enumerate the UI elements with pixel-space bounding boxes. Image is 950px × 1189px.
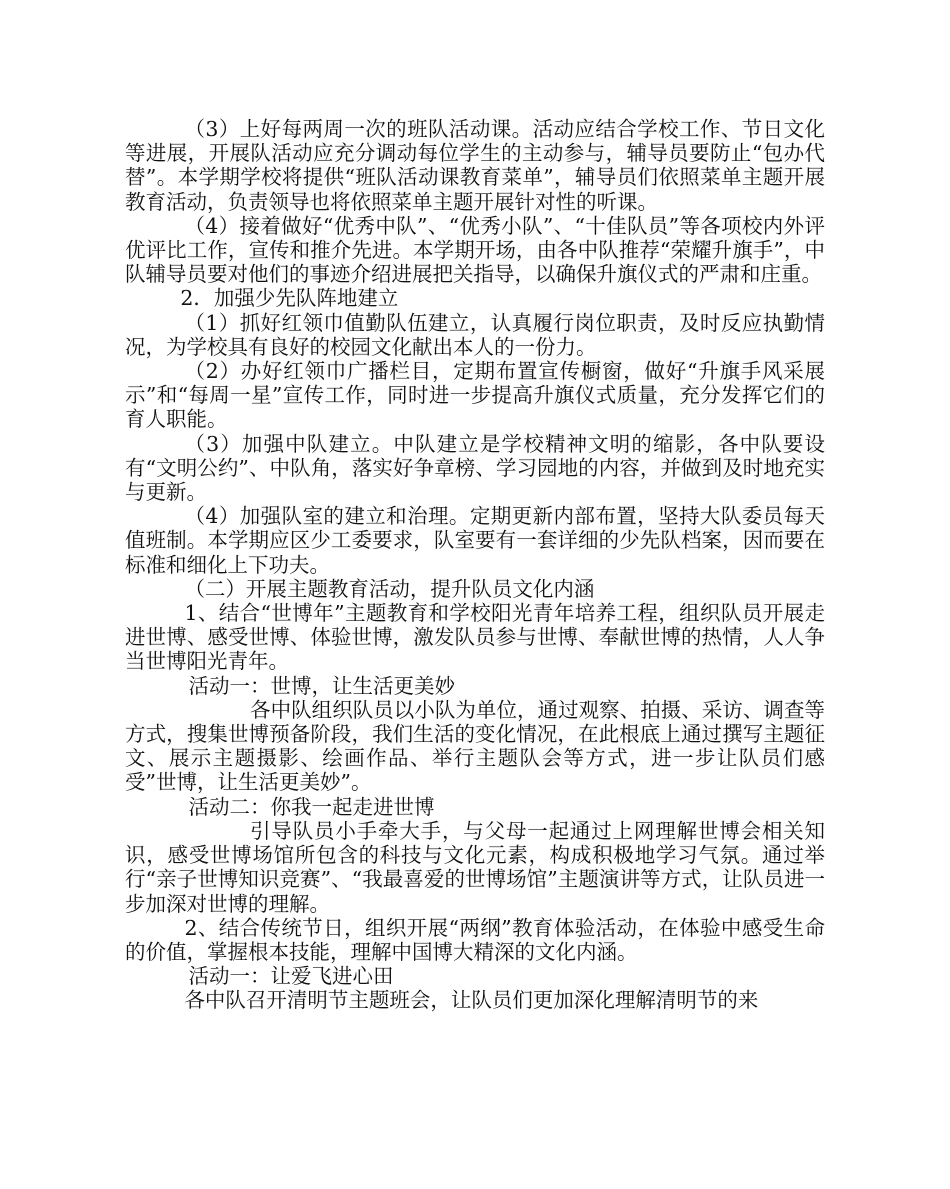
paragraph-traditional-festivals: 2、结合传统节日，组织开展“两纲”教育体验活动，在体验中感受生命的价值，掌握根本技能，理解中国博大精深的文化内涵。 xyxy=(125,915,825,964)
paragraph-broadcast: （2）办好红领巾广播栏目，定期布置宣传橱窗，做好“升旗手风采展示”和“每周一星”宣传工作，同时进一步提高升旗仪式质量，充分发挥它们的育人职能。 xyxy=(125,359,825,432)
paragraph-excellence-evaluation: （4）接着做好“优秀中队”、“优秀小队”、“十佳队员”等各项校内外评优评比工作，宣传和推介先进。本学期开场，由各中队推荐“荣耀升旗手”，中队辅导员要对他们的事迹介绍进展把关指导，以确保升旗仪式的严肃和庄重。 xyxy=(125,213,825,287)
section-heading-theme-education: （二）开展主题教育活动，提升队员文化内涵 xyxy=(184,576,595,601)
activity-heading-2: 活动二：你我一起走进世博 xyxy=(188,794,435,819)
paragraph-expo-year: 1、结合“世博年”主题教育和学校阳光青年培养工程，组织队员开展走进世博、感受世博、体验世博，激发队员参与世博、奉献世博的热情，人人争当世博阳光青年。 xyxy=(125,601,825,674)
paragraph-qingming: 各中队召开清明节主题班会，让队员们更加深化理解清明节的来 xyxy=(184,988,759,1013)
paragraph-activity-1: 各中队组织队员以小队为单位，通过观察、拍摄、采访、调查等方式，搜集世博预备阶段，我们生活的变化情况，在此根底上通过撰写主题征文、展示主题摄影、绘画作品、举行主题队会等方式，进一步让队员们感受”世博，让生活更美妙”。 xyxy=(125,697,825,795)
paragraph-duty-team: （1）抓好红领巾值勤队伍建立，认真履行岗位职责，及时反应执勤情况，为学校具有良好的校园文化献出本人的一份力。 xyxy=(125,310,825,359)
paragraph-class-activity: （3）上好每两周一次的班队活动课。活动应结合学校工作、节日文化等进展，开展队活动应充分调动每位学生的主动参与，辅导员要防止“包办代替”。本学期学校将提供“班队活动课教育菜单”，辅导员们依照菜单主题开展教育活动，负责领导也将依照菜单主题开展针对性的听课。 xyxy=(125,117,825,214)
document-body xyxy=(125,117,825,1013)
paragraph-activity-2: 引导队员小手牵大手，与父母一起通过上网理解世博会相关知识，感受世博场馆所包含的科技与文化元素，构成积极地学习气氛。通过举行“亲子世博知识竞赛”、“我最喜爱的世博场馆”主题演讲等方式，让队员进一步加深对世博的理解。 xyxy=(125,818,825,916)
activity-heading-love: 活动一：让爱飞进心田 xyxy=(188,964,394,989)
activity-heading-1: 活动一：世博，让生活更美妙 xyxy=(188,673,456,698)
paragraph-team-room: （4）加强队室的建立和治理。定期更新内部布置，坚持大队委员每天值班制。本学期应区少工委要求，队室要有一套详细的少先队档案，因而要在标准和细化上下功夫。 xyxy=(125,504,825,577)
section-heading-position-building: 2．加强少先队阵地建立 xyxy=(180,286,399,311)
paragraph-squadron-building: （3）加强中队建立。中队建立是学校精神文明的缩影，各中队要设有“文明公约”、中队角，落实好争章榜、学习园地的内容，并做到及时地充实与更新。 xyxy=(125,431,825,505)
